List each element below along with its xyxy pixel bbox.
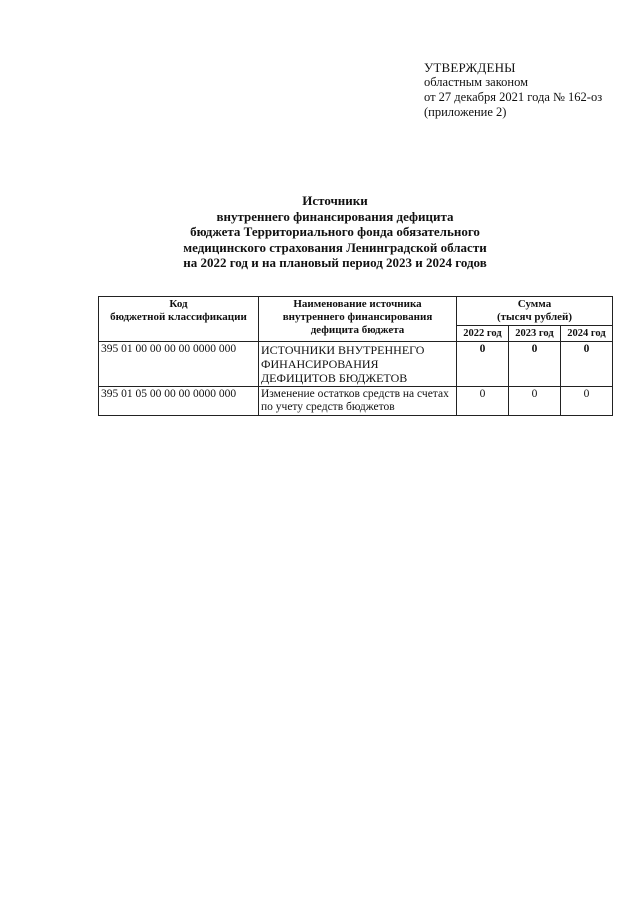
header-year-2023: 2023 год [509, 326, 561, 342]
title-line-1: Источники [302, 193, 368, 208]
approval-appendix-line: (приложение 2) [424, 105, 507, 119]
header-year-2024: 2024 год [561, 326, 613, 342]
header-code-line-1: Код [169, 298, 188, 310]
approval-heading: УТВЕРЖДЕНЫ [424, 60, 516, 75]
row-value-2023: 0 [509, 387, 561, 416]
approval-block [424, 60, 634, 120]
financing-sources-table [98, 296, 613, 416]
title-line-4: медицинского страхования Ленинградской области [183, 239, 487, 255]
row-value-2022: 0 [457, 387, 509, 416]
title-line-5: на 2022 год и на плановый период 2023 и 2024 годов [183, 255, 487, 270]
row-value-2023: 0 [509, 342, 561, 387]
table-header-row [99, 297, 613, 326]
header-name-line-2: внутреннего финансирования [282, 311, 433, 323]
row-value-2024: 0 [561, 342, 613, 387]
approval-law-line: областным законом [424, 75, 529, 89]
header-sum-line-1: Сумма [517, 298, 552, 310]
row-value-2022: 0 [457, 342, 509, 387]
row-name: Изменение остатков средств на счетах по учету средств бюджетов [259, 387, 457, 416]
table-row [99, 387, 613, 416]
header-name-line-1: Наименование источника [293, 298, 422, 310]
row-name: ИСТОЧНИКИ ВНУТРЕННЕГО ФИНАНСИРОВАНИЯ ДЕФИЦИТОВ БЮДЖЕТОВ [259, 342, 457, 387]
header-code-line-2: бюджетной классификации [110, 311, 247, 323]
header-code [99, 297, 259, 342]
title-line-2: внутреннего финансирования дефицита [216, 208, 454, 224]
header-name-line-3: дефицита бюджета [310, 324, 405, 336]
header-year-2022: 2022 год [457, 326, 509, 342]
approval-date-line: от 27 декабря 2021 года № 162-оз [424, 90, 603, 104]
row-code: 395 01 05 00 00 00 0000 000 [99, 387, 259, 416]
table-row [99, 342, 613, 387]
header-sum-line-2: (тысяч рублей) [496, 311, 573, 323]
header-sum [457, 297, 613, 326]
document-title [130, 193, 540, 271]
row-value-2024: 0 [561, 387, 613, 416]
row-code: 395 01 00 00 00 00 0000 000 [99, 342, 259, 387]
title-line-3: бюджета Территориального фонда обязательного [190, 224, 480, 239]
header-name [259, 297, 457, 342]
